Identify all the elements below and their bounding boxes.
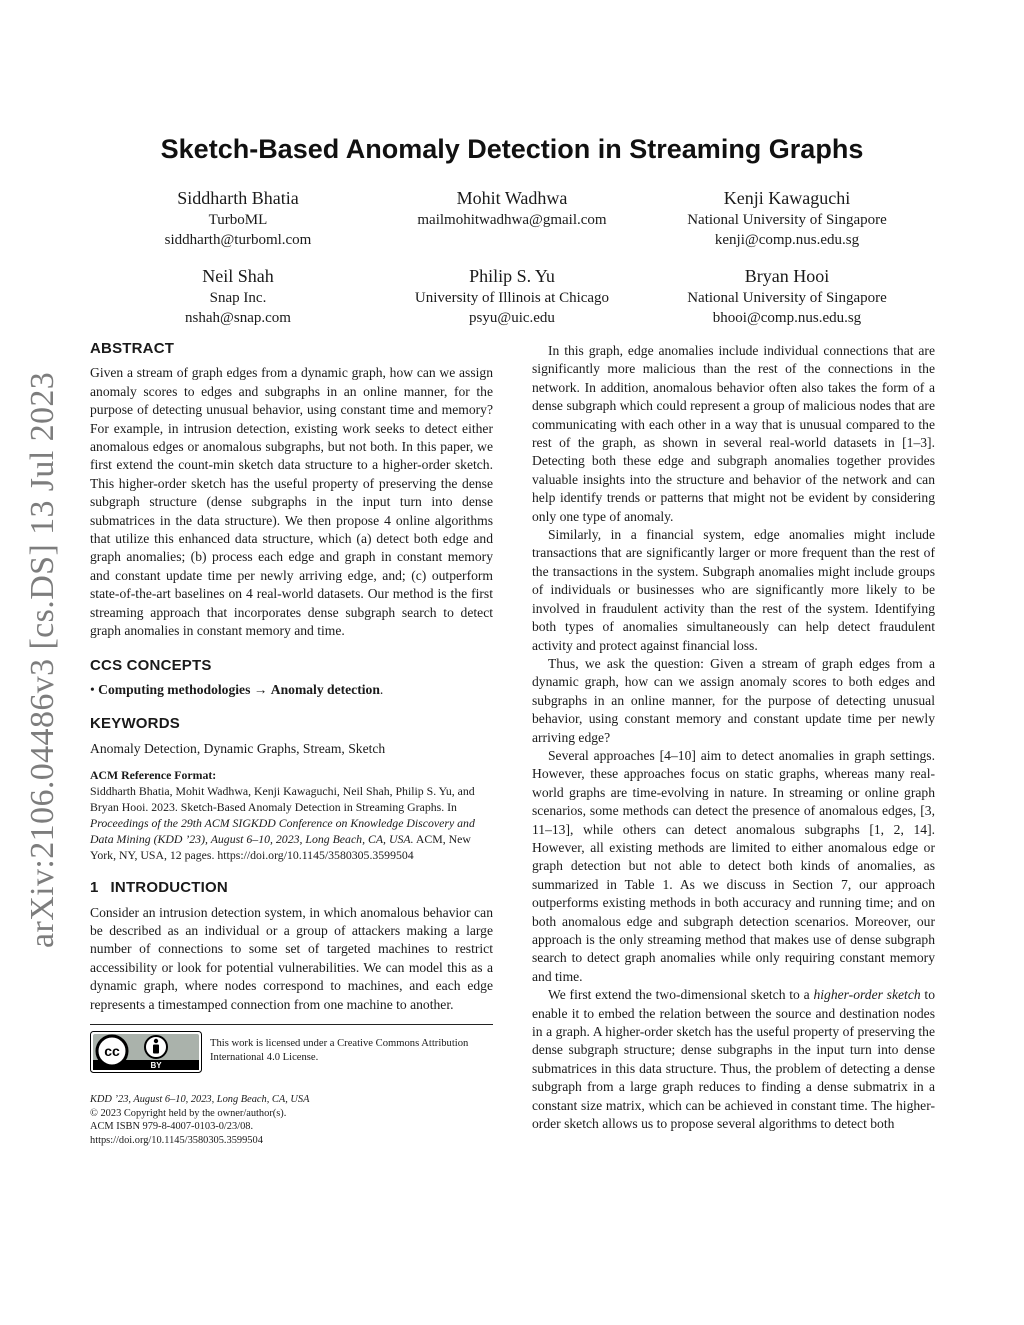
section-number: 1 <box>90 879 99 897</box>
acm-reference-proceedings: Proceedings of the 29th ACM SIGKDD Conference on Knowledge Discovery and Data Mining (KDD ’23), August 6–10, 2023, Long Beach, CA, USA. <box>90 816 475 847</box>
author-name: Neil Shah <box>202 266 274 286</box>
authors-row-1 <box>0 186 1024 252</box>
section-title: INTRODUCTION <box>110 879 228 897</box>
author-email: nshah@snap.com <box>185 310 291 326</box>
author-affiliation: Snap Inc. <box>209 290 267 306</box>
footer-venue: KDD ’23, August 6–10, 2023, Long Beach, CA, USA <box>90 1093 310 1105</box>
author-affiliation: National University of Singapore <box>687 212 887 228</box>
authors-row-2 <box>0 264 1024 330</box>
author-name: Bryan Hooi <box>744 266 830 286</box>
ccs-period: . <box>379 681 384 697</box>
author-email: bhooi@comp.nus.edu.sg <box>712 310 862 326</box>
paper-title: Sketch-Based Anomaly Detection in Streaming Graphs <box>160 134 864 164</box>
author-affiliation: National University of Singapore <box>687 290 887 306</box>
author-email: kenji@comp.nus.edu.sg <box>714 232 860 248</box>
author-name: Siddharth Bhatia <box>177 188 299 208</box>
author-block <box>93 264 383 328</box>
keywords-heading: KEYWORDS <box>90 715 180 733</box>
author-name: Mohit Wadhwa <box>456 188 568 208</box>
author-affiliation: University of Illinois at Chicago <box>414 290 610 306</box>
author-affiliation: mailmohitwadhwa@gmail.com <box>417 212 607 228</box>
by-label: BY <box>150 1060 162 1070</box>
ccs-arrow: → <box>253 681 268 697</box>
body-paragraph: Similarly, in a financial system, edge anomalies might include transactions that are significantly larger or more frequent than the rest of the transactions in the system. Subgraph anomalies might include groups of individuals or businesses who are significantly more likely to be involved in fraudulent activity than the rest of the system. Identifying both types of anomalies simultaneously can help detect fraudulent activity and protect against financial loss. <box>532 527 935 653</box>
footer-copyright: © 2023 Copyright held by the owner/author(s). <box>90 1107 287 1119</box>
author-block <box>93 186 383 250</box>
abstract-heading: ABSTRACT <box>90 340 175 357</box>
abstract-text: Given a stream of graph edges from a dynamic graph, how can we assign anomaly scores to edges and subgraphs in an online manner, for the purpose of detecting unusual behavior, using constant time and memory? For example, in intrusion detection, existing work seeks to detect either anomalous edges or anomalous subgraphs, but not both. In this paper, we first extend the count-min sketch data structure to a higher-order sketch. This higher-order sketch has the useful property of preserving the dense subgraph structure (dense subgraphs in the input turn into dense submatrices in the data structure). We then propose 4 online algorithms that utilize this enhanced data structure, which (a) detect both edge and graph anomalies; (b) process each edge and graph in constant memory and constant update time per newly arriving edge, and; (c) outperform state-of-the-art baselines on 4 real-world datasets. Our method is the first streaming approach that incorporates dense subgraph search to detect graph anomalies in constant memory and time. <box>90 365 493 639</box>
paragraph-text: We first extend the two-dimensional sketch to a <box>548 987 814 1003</box>
author-affiliation: TurboML <box>208 212 268 228</box>
introduction-paragraph: Consider an intrusion detection system, in which anomalous behavior can be described as an individual or a group of attackers making a large number of connections to some set of targeted machines to restrict accessibility or look for potential vulnerabilities. We can model this as a dynamic graph, where nodes correspond to machines, and each edge represents a timestamped connection from one machine to another. <box>90 904 493 1012</box>
ccs-concepts-line <box>90 681 493 699</box>
cc-label: cc <box>104 1042 120 1059</box>
ccs-bullet: • <box>90 681 95 697</box>
author-email: siddharth@turboml.com <box>164 232 312 248</box>
license-box <box>90 1024 493 1077</box>
left-column <box>90 340 493 1147</box>
author-block <box>642 186 932 250</box>
paragraph-text: to enable it to embed the relation between the source and destination nodes in a graph. A higher-order sketch has the useful property of preserving the dense subgraph structure; dense subgraphs in the input turn into dense submatrices in this data structure. Thus, the problem of detecting a dense subgraph from a large graph reduces to finding a dense submatrix in a constant size matrix, which can be achieved in constant time. The higher-order sketch allows us to propose several algorithms to detect both <box>532 987 936 1132</box>
body-paragraph: Thus, we ask the question: Given a stream of graph edges from a dynamic graph, how can we assign anomaly scores to both edges and subgraphs in an online manner, for the purpose of detecting unusual behavior, using constant memory and constant update time per newly arriving edge? <box>532 655 935 745</box>
acm-reference-text <box>90 783 493 863</box>
author-block <box>367 186 657 230</box>
acm-reference-publisher: ACM, New York, NY, USA, 12 pages. https://doi.org/10.1145/3580305.3599504 <box>90 832 471 863</box>
emphasized-term: higher-order sketch <box>813 987 921 1003</box>
author-name: Philip S. Yu <box>469 266 555 286</box>
right-column <box>532 342 935 1133</box>
license-text: This work is licensed under a Creative Commons Attribution International 4.0 License. <box>210 1037 469 1063</box>
body-paragraph: In this graph, edge anomalies include individual connections that are significantly more malicious than the rest of the connections in the network. In addition, anomalous behavior often also takes the form of a dense subgraph which could represent a group of malicious nodes that are communicating with each other in a way that is unusual compared to the rest of the graph, as shown in several real-world datasets in [1–3]. Detecting both these edge and subgraph anomalies together provides valuable insights into the structure and behavior of the network and can help identify trends or patterns that might not be evident by considering only one type of anomaly. <box>532 343 935 524</box>
acm-reference-authors: Siddharth Bhatia, Mohit Wadhwa, Kenji Kawaguchi, Neil Shah, Philip S. Yu, and Bryan Hooi. 2023. Sketch-Based Anomaly Detection in Streaming Graphs. In <box>90 784 475 815</box>
author-block <box>642 264 932 328</box>
ccs-primary: Computing methodologies <box>98 681 251 697</box>
body-paragraph: Several approaches [4–10] aim to detect anomalies in graph settings. However, these approaches focus on static graphs, whereas many real-world graphs are time-evolving in nature. In streaming or online graph scenarios, some methods can detect the presence of anomalous edges, [3, 11–13], while others can detect anomalous subgraphs [1, 2, 14]. However, all existing methods are limited to either anomalous edge or graph detection but not able to detect both kinds of anomalies, as summarized in Table 1. As we discuss in Section 7, our approach outperforms existing methods in both accuracy and running time; and on both anomalous edge and subgraph detection scenarios. Moreover, our approach is the only streaming method that makes use of dense subgraph search to detect graph anomalies while only requiring constant memory and time. <box>532 747 935 984</box>
author-email: psyu@uic.edu <box>469 310 555 326</box>
introduction-heading <box>90 879 493 897</box>
ccs-secondary: Anomaly detection <box>270 681 380 697</box>
arxiv-identifier: arXiv:2106.04486v3 [cs.DS] 13 Jul 2023 <box>24 371 61 948</box>
body-paragraph <box>532 986 935 1133</box>
footer-doi[interactable]: https://doi.org/10.1145/3580305.3599504 <box>90 1134 263 1146</box>
footer-isbn: ACM ISBN 979-8-4007-0103-0/23/08. <box>90 1121 254 1133</box>
acm-reference-heading: ACM Reference Format: <box>90 768 217 783</box>
creative-commons-by-icon <box>90 1031 202 1073</box>
author-block <box>367 264 657 328</box>
author-name: Kenji Kawaguchi <box>723 188 851 208</box>
ccs-heading: CCS CONCEPTS <box>90 656 212 674</box>
keywords-text: Anomaly Detection, Dynamic Graphs, Stream, Sketch <box>90 740 386 756</box>
